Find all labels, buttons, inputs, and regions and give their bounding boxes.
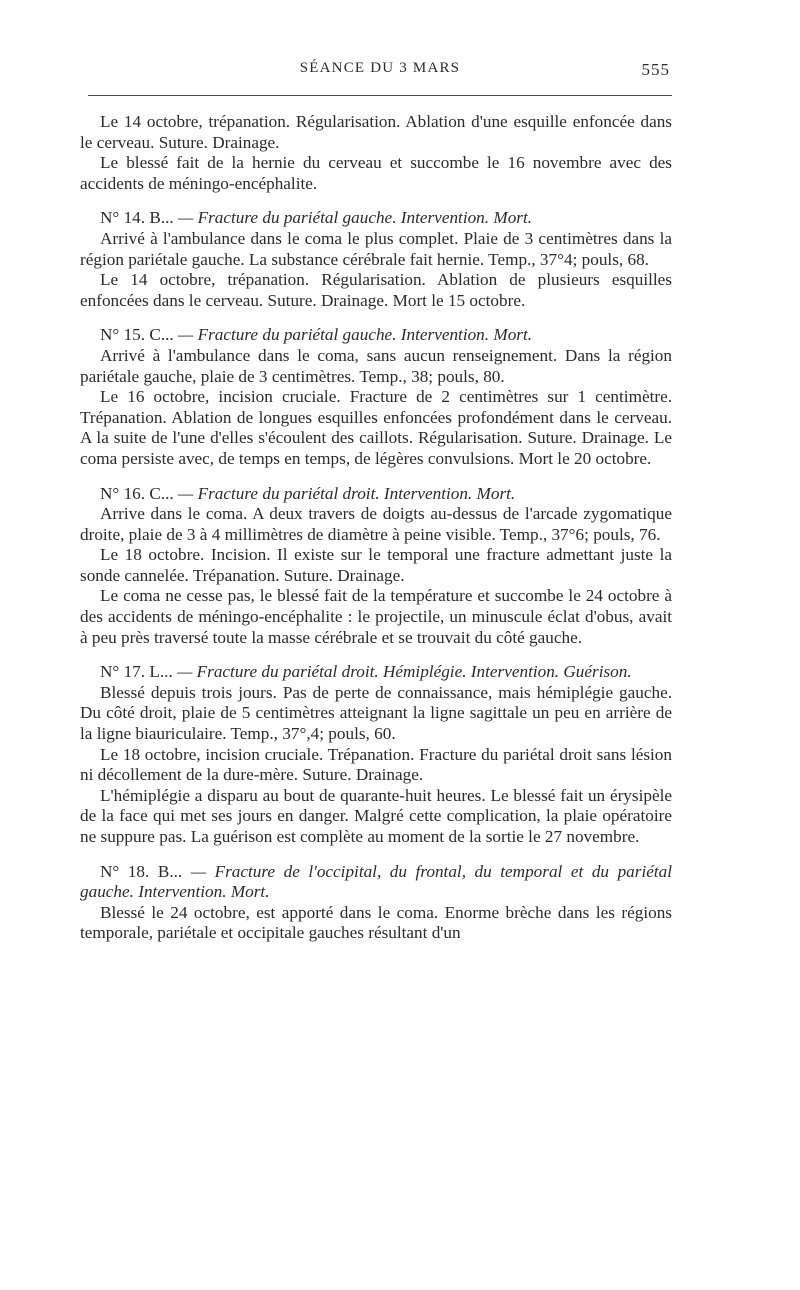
- case-title: — Fracture du pariétal droit. Intervention. Mort.: [178, 483, 516, 503]
- case-number: N° 15. C...: [100, 325, 174, 345]
- case-number: N° 18. B...: [100, 861, 183, 881]
- page-header: [90, 60, 670, 84]
- case-title: — Fracture du pariétal droit. Hémiplégie. Intervention. Guérison.: [177, 662, 632, 682]
- paragraph: Blessé depuis trois jours. Pas de perte de connaissance, mais hémiplégie gauche. Du côté droit, plaie de 5 centimètres atteignant la ligne sagittale un peu en arrière de la ligne biauriculaire. Temp., 37°,4; pouls, 60.: [80, 682, 672, 744]
- case-heading: [80, 662, 672, 683]
- paragraph: Le coma ne cesse pas, le blessé fait de la température et succombe le 24 octobre à des accidents de méningo-encéphalite : le projectile, un minuscule éclat d'obus, avait à peu près traversé toute la masse cérébrale et se trouvait du côté gauche.: [80, 586, 672, 647]
- paragraph: Le 16 octobre, incision cruciale. Fracture de 2 centimètres sur 1 centimètre. Trépanation. Ablation de longues esquilles enfoncées profondément dans le cerveau. A la suite de l'une d'elles s'écoulent des caillots. Régularisation. Suture. Drainage. Le coma persiste avec, de temps en temps, de légères convulsions. Mort le 20 octobre.: [80, 387, 672, 468]
- paragraph: Le 18 octobre, incision cruciale. Trépanation. Fracture du pariétal droit sans lésion ni décollement de la dure-mère. Suture. Drainage.: [80, 744, 672, 785]
- paragraph: L'hémiplégie a disparu au bout de quarante-huit heures. Le blessé fait un érysipèle de la face qui met ses jours en danger. Malgré cette complication, la plaie opératoire ne suppure pas. La guérison est complète au moment de la sortie le 27 novembre.: [80, 785, 672, 846]
- case-heading: [80, 325, 672, 346]
- page-number: 555: [641, 60, 670, 79]
- case-heading: [80, 862, 672, 903]
- case-title: — Fracture du pariétal gauche. Intervention. Mort.: [178, 325, 533, 345]
- running-head: SÉANCE DU 3 MARS: [299, 60, 461, 76]
- paragraph: Arrive dans le coma. A deux travers de doigts au-dessus de l'arcade zygomatique droite, plaie de 3 à 4 millimètres de diamètre à peine visible. Temp., 37°6; pouls, 76.: [80, 504, 672, 544]
- case-heading: [80, 484, 672, 505]
- case-17: [80, 662, 672, 847]
- case-title: — Fracture du pariétal gauche. Intervention. Mort.: [178, 208, 533, 228]
- case-18: [80, 862, 672, 944]
- paragraph: Arrivé à l'ambulance dans le coma le plus complet. Plaie de 3 centimètres dans la région pariétale gauche. La substance cérébrale fait hernie. Temp., 37°4; pouls, 68.: [80, 228, 672, 269]
- case-14: [80, 208, 672, 311]
- header-rule: [88, 95, 672, 96]
- paragraph: Le blessé fait de la hernie du cerveau et succombe le 16 novembre avec des accidents de méningo-encéphalite.: [80, 153, 672, 193]
- paragraph: Le 14 octobre, trépanation. Régularisation. Ablation de plusieurs esquilles enfoncées dans le cerveau. Suture. Drainage. Mort le 15 octobre.: [80, 270, 672, 310]
- case-number: N° 17. L...: [100, 662, 173, 682]
- case-number: N° 16. C...: [100, 483, 174, 503]
- case-title: — Fracture de l'occipital, du frontal, du temporal et du pariétal gauche. Intervention. Mort.: [80, 861, 672, 902]
- paragraph: Arrivé à l'ambulance dans le coma, sans aucun renseignement. Dans la région pariétale gauche, plaie de 3 centimètres. Temp., 38; pouls, 80.: [80, 345, 672, 386]
- case-number: N° 14. B...: [100, 208, 174, 228]
- page-body: [80, 112, 672, 944]
- case-heading: [80, 208, 672, 229]
- paragraph: Le 18 octobre. Incision. Il existe sur le temporal une fracture admettant juste la sonde cannelée. Trépanation. Suture. Drainage.: [80, 545, 672, 585]
- paragraph: Le 14 octobre, trépanation. Régularisation. Ablation d'une esquille enfoncée dans le cerveau. Suture. Drainage.: [80, 112, 672, 152]
- paragraph: Blessé le 24 octobre, est apporté dans le coma. Enorme brèche dans les régions temporale, pariétale et occipitale gauches résultant d'un: [80, 902, 672, 943]
- case-15: [80, 325, 672, 469]
- case-16: [80, 484, 672, 649]
